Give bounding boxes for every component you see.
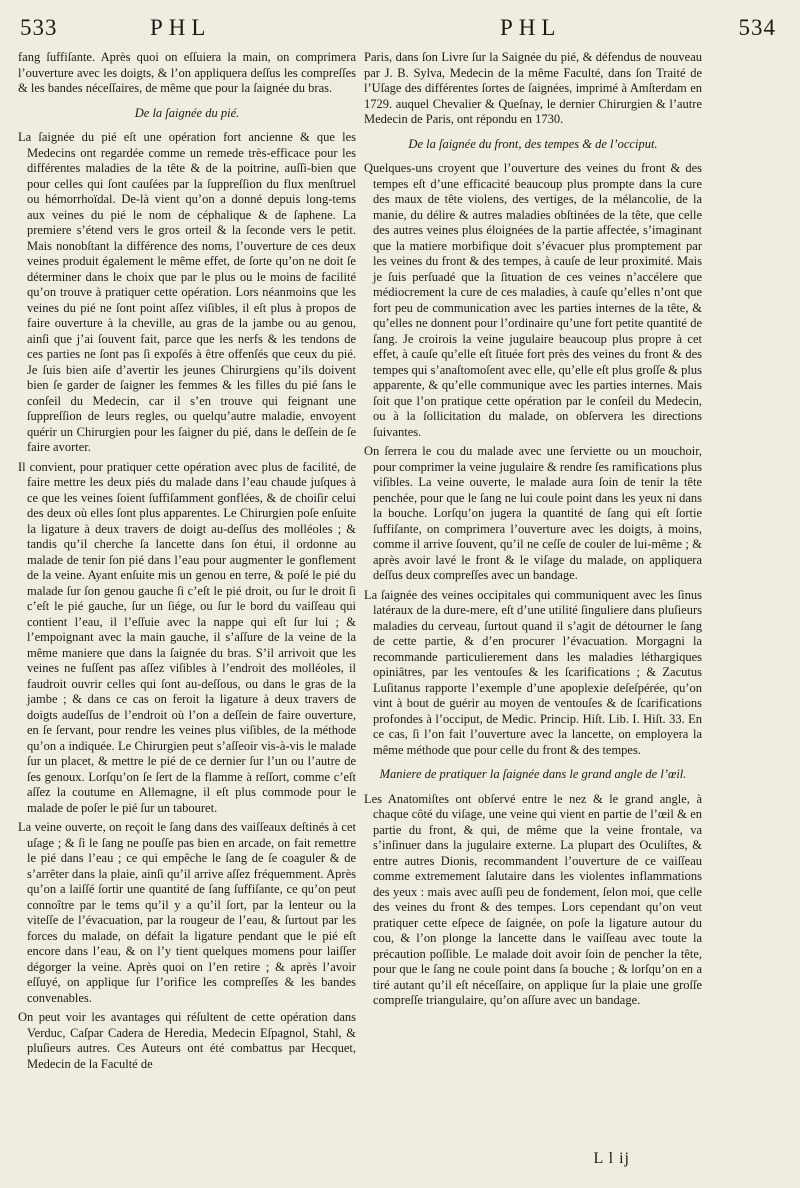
paragraph: Paris, dans ſon Livre ſur la Saignée du pié, & défendus de nouveau par J. B. Sylva, Medecin de la même Faculté, dans ſon Traité de l’Uſage des différentes ſortes de ſaignées, imprimé à Amſterdam en 1729. auquel Chevalier & Queſnay, le dernier Chirurgien & l’autre Medecin de Paris, ont répondu en 1730. bbox=[364, 50, 702, 126]
paragraph: On peut voir les avantages qui réſultent de cette opération dans Verduc, Caſpar Cadera de Heredia, Medecin Eſpagnol, Stahl, & pluſieurs autres. Ces Auteurs ont été combattus par Hecquet, Medecin de la Faculté de bbox=[18, 1010, 356, 1071]
section-heading: Maniere de pratiquer la ſaignée dans le grand angle de l’œil. bbox=[379, 767, 687, 781]
page-number-right: 534 bbox=[738, 15, 776, 40]
left-column bbox=[18, 50, 356, 1076]
paragraph: fang ſuffiſante. Après quoi on eſſuiera la main, on comprimera l’ouverture avec les doigts, & l’on appliquera deſſus les compreſſes & les bandes néceſſaires, de même que pour la ſaignée du bras. bbox=[18, 50, 356, 95]
right-column bbox=[364, 50, 702, 1013]
section-heading: De la ſaignée du front, des tempes & de l’occiput. bbox=[408, 136, 658, 151]
paragraph: Il convient, pour pratiquer cette opération avec plus de facilité, de faire mettre les deux piés du malade dans l’eau chaude juſques à ce que les veines ſoient ſuffiſamment gonflées, & de choiſir celui des deux où elles ſont plus apparentes. Le Chirurgien poſe enſuite la ligature à deux travers de doigt au-deſſus des molléoles ; & tandis qu’il cherche ſa lancette dans ſon étui, il ordonne au malade de tenir ſon pié dans l’eau pour augmenter le gonflement de la veine. Ayant enſuite mis un genou en terre, & poſé le pié du malade ſur ſon genou gauche ſi c’eſt le pié droit, ou ſur le droit ſi c’eſt le pié gauche, ſur un ſiége, ou ſur le bord du vaiſſeau qui contient l’eau, il l’eſſuie avec la nappe qui eſt ſur lui ; & l’empoignant avec la main gauche, il s’aſſure de la veine de la même maniere que dans la ſaignée du bras. S’il arrivoit que les veines ne fuſſent pas aſſez viſibles à l’endroit des molléoles, il faudroit ouvrir celles qui ſont au-deſſous, ou dans le gras de la jambe ; & dans ce cas on feroit la ligature à deux travers de doigts audeſſus de l’endroit où l’on a deſſein de faire ouverture, en ſe ſervant, pour rendre les veines plus viſibles, de la méthode qu’on a indiquée. Le Chirurgien peut s’aſſeoir vis-à-vis le malade ſur un placet, & mettre le pié de ce dernier ſur l’un ou l’autre de ſes genoux. Lorſqu’on ſe ſert de la flamme à reſſort, comme c’eſt aſſez la coutume en Allemagne, il eſt plus commode pour le malade de poſer le pié ſur un tabouret. bbox=[18, 459, 356, 815]
paragraph: La ſaignée du pié eſt une opération fort ancienne & que les Medecins ont regardée comme un remede très-efficace pour les différentes maladies de la tête & de la poitrine, auſſi-bien que pour celles qui ſont cauſées par la ſuppreſſion du flux menſtruel ou hémorrhoïdal. De-là vient qu’on a donné depuis long-tems aux veines du pié le nom de céphalique & de ſaphene. La premiere s’étend vers le gros orteil & la ſeconde vers le petit. Mais nonobſtant la différence des noms, l’ouverture de ces deux veines produit également le même effet, de ſorte qu’on ne doit ſe déterminer dans le choix que par le plus ou le moins de facilité qu’on trouve à pratiquer cette opération. Lors néanmoins que les veines du pié ne ſont point aſſez viſibles, il eſt plus à propos de faire ouverture à la cheville, au gras de la jambe ou au genou, ainſi que j’ai ſouvent fait, parce que les nerfs & les tendons de ces parties ne ſont pas ſi expoſés à être offenſés que ceux du pié. Je ſuis bien aiſe d’avertir les jeunes Chirurgiens qu’ils doivent bien ſe garder de ſaigner les femmes & les filles du pié ſans le conſeil du Medecin, car il s’en trouve qui feignant une ſuppreſſion de leurs regles, ou quelqu’autre maladie, envoyent quérir un Chirurgien pour les ſaigner du pié, dans le deſſein de ſe faire avorter. bbox=[18, 130, 356, 454]
paragraph: La ſaignée des veines occipitales qui communiquent avec les ſinus latéraux de la dure-mere, eſt d’une utilité ſinguliere dans pluſieurs maladies du cerveau, ſurtout quand il s’agit de détourner le ſang de cette partie, & d’en procurer l’évacuation. Morgagni la recommande particulierement dans les maladies léthargiques opiniâtres, par les ventouſes & les ſcarifications ; & Zacutus Luſitanus rapporte l’exemple d’une apoplexie deſeſpérée, qu’on vint à bout de guérir au moyen de ventouſes & de ſcarifications profondes à l’occiput, de Medic. Princip. Hiſt. Lib. I. Hiſt. 33. En ce cas, ſi l’on fait l’ouverture avec la lancette, on employera la même méthode que pour celle du front & des tempes. bbox=[364, 587, 702, 757]
paragraph: La veine ouverte, on reçoit le ſang dans des vaiſſeaux deſtinés à cet uſage ; & ſi le ſang ne pouſſe pas bien en arcade, on fait remettre le pié dans l’eau ; ce qui empêche le ſang de ſe coaguler & de s’arrêter dans la plaie, ainſi qu’il arrive aſſez fréquemment. Après qu’on a laiſſé ſortir une quantité de ſang ſuffiſante, ce qu’on peut connoître par le tems qu’il y a qu’il ſort, par la lenteur ou la viteſſe de l’évacuation, par la rougeur de l’eau, & ſurtout par les forces du malade, on défait la ligature pendant que le pié eſt encore dans l’eau, & on l’y tient quelques momens pour laiſſer dégorger la veine. Après quoi on l’en retire ; & après l’avoir eſſuyé, on applique ſur l’orifice les compreſſes & les bandes convenables. bbox=[18, 820, 356, 1005]
running-head-right: PHL bbox=[500, 15, 562, 40]
section-heading: De la ſaignée du pié. bbox=[134, 105, 240, 120]
paragraph: Quelques-uns croyent que l’ouverture des veines du front & des tempes eſt d’une efficacité beaucoup plus prompte dans la cure des maux de tête violens, des vertiges, de la mélancolie, de la manie, du délire & autres maladies obſtinées de la tête, que celle des autres veines plus éloignées de la partie affectée, s’imaginant que la matiere morbifique doit s’évacuer plus promptement par les veines du front & des tempes, à cauſe de leur proximité. Mais je ſuis perſuadé que la ſituation de ces veines n’accélere que médiocrement la cure de ces maladies, à cauſe qu’elles n’ont que fort peu de communication avec les parties internes de la tête, & qu’elles ne donnent pour l’ordinaire qu’une fort petite quantité de ſang. Je croirois la veine jugulaire beaucoup plus propre à cet effet, à cauſe qu’elle eſt ſituée fort près des veines du front & des tempes qui s’anaſtomoſent avec elle, qu’elle eſt plus groſſe & plus apparente, & qu’elle communique avec les parties internes. Mais ſoit que l’on pratique cette opération par le conſeil du Medecin, ou à la ſollicitation du malade, on obſervera les directions ſuivantes. bbox=[364, 161, 702, 439]
signature-mark: L l ij bbox=[593, 1150, 630, 1167]
paragraph: On ſerrera le cou du malade avec une ſerviette ou un mouchoir, pour comprimer la veine jugulaire & rendre ſes ramifications plus viſibles. La veine ouverte, le malade aura ſoin de tenir la tête penchée, pour que le ſang ne lui coule point dans les yeux ni dans la bouche. Lorſqu’on jugera la quantité de ſang qui eſt ſortie ſuffiſante, on comprimera l’ouverture avec les doigts, à moins, comme il arrive ſouvent, qu’il ne ceſſe de couler de lui-même ; & après avoir lavé le front & le viſage du malade, on appliquera deſſus deux compreſſes avec un bandage. bbox=[364, 444, 702, 582]
page-number-left: 533 bbox=[20, 15, 58, 40]
paragraph: Les Anatomiſtes ont obſervé entre le nez & le grand angle, à chaque côté du viſage, une veine qui vient en partie de l’œil & en partie du front, & qui, de même que la veine frontale, va s’inſinuer dans la jugulaire externe. La plupart des Oculiſtes, & entre autres Dionis, recommandent l’ouverture de ce vaiſſeau comme extremement ſalutaire dans les violentes inflammations des yeux : mais avec auſſi peu de fondement, ſelon moi, que celle des veines du front & des tempes. Lors cependant qu’on veut pratiquer cette eſpece de ſaignée, on poſe la ligature autour du cou, & l’on plonge la lancette dans le vaiſſeau avec toute la précaution poſſible. Le malade doit avoir ſoin de pencher la tête, pour que le ſang ne coule point dans ſa bouche ; & lorſqu’on en a tiré autant qu’il eſt néceſſaire, on applique ſur la plaie une groſſe compreſſe triangulaire, qu’on aſſure avec un bandage. bbox=[364, 791, 702, 1007]
running-head-left: PHL bbox=[150, 15, 212, 40]
